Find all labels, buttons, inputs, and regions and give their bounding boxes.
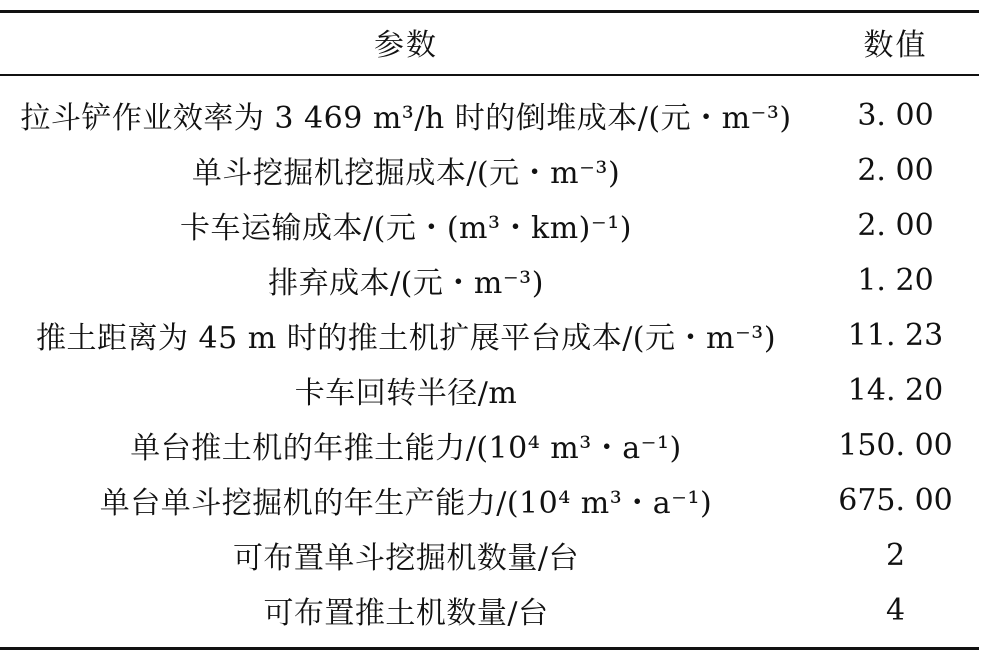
table-row xyxy=(0,365,979,415)
row-param: 单台单斗挖掘机的年生产能力/(10⁴ m³・a⁻¹) xyxy=(99,486,713,521)
row-param: 单台推土机的年推土能力/(10⁴ m³・a⁻¹) xyxy=(130,431,682,466)
table-row xyxy=(0,420,979,470)
row-param: 单斗挖掘机挖掘成本/(元・m⁻³) xyxy=(191,156,621,191)
table-row xyxy=(0,585,979,635)
header-param: 参数 xyxy=(374,28,438,63)
table-header-row xyxy=(0,17,979,67)
row-value: 11. 23 xyxy=(847,317,944,353)
row-param: 可布置单斗挖掘机数量/台 xyxy=(232,541,580,576)
row-param: 推土距离为 45 m 时的推土机扩展平台成本/(元・m⁻³) xyxy=(35,321,777,356)
table-row xyxy=(0,475,979,525)
row-value: 2. 00 xyxy=(857,207,934,243)
row-param: 排弃成本/(元・m⁻³) xyxy=(268,266,544,301)
header-value: 数值 xyxy=(863,28,928,63)
row-value: 675. 00 xyxy=(838,482,953,518)
row-value: 3. 00 xyxy=(857,97,934,133)
row-param: 拉斗铲作业效率为 3 469 m³/h 时的倒堆成本/(元・m⁻³) xyxy=(20,101,792,136)
row-param: 卡车运输成本/(元・(m³・km)⁻¹) xyxy=(180,211,632,246)
table-header-rule xyxy=(0,74,979,76)
table-row xyxy=(0,145,979,195)
row-param: 卡车回转半径/m xyxy=(294,376,518,411)
table-bottom-rule xyxy=(0,647,979,650)
row-value: 2. 00 xyxy=(857,152,934,188)
table-row xyxy=(0,200,979,250)
row-value: 2 xyxy=(885,537,906,573)
table-row xyxy=(0,255,979,305)
row-param: 可布置推土机数量/台 xyxy=(263,596,549,631)
table-row xyxy=(0,530,979,580)
table-row xyxy=(0,310,979,360)
row-value: 1. 20 xyxy=(857,262,934,298)
table-row xyxy=(0,90,979,140)
row-value: 14. 20 xyxy=(847,372,944,408)
table-top-rule xyxy=(0,10,979,13)
row-value: 150. 00 xyxy=(838,427,953,463)
row-value: 4 xyxy=(885,592,906,628)
